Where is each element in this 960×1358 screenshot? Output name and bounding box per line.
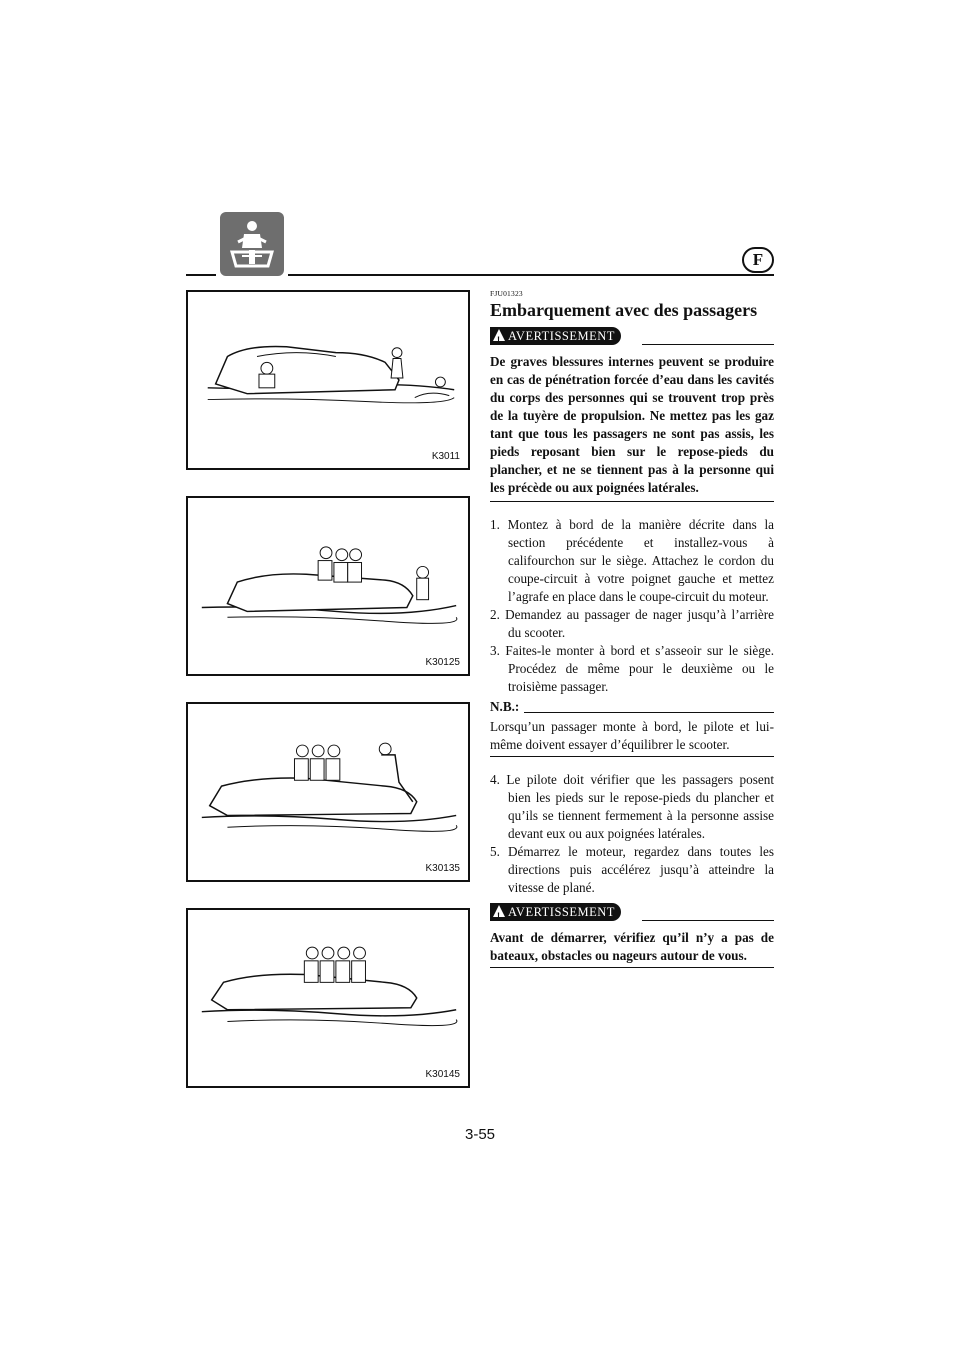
watercraft-illustration-1 <box>188 292 468 468</box>
warning-text: De graves blessures internes peuvent se produire en cas de pénétration forcée d’eau dans les cavités du corps des personnes qui se trouvent trop près de la tuyère de propulsion. Ne mettez pas les gaz tant que tous les passagers ne sont pas assis, les pieds reposant bien sur le repose-pieds du plancher, et ne se tiennent pas à la personne qui les précède ou aux poignées latérales. <box>490 354 774 495</box>
content-column <box>490 289 774 968</box>
warning-text-2: Avant de démarrer, vérifiez qu’il n’y a pas de bateaux, obstacles ou nageurs autour de vous. <box>490 930 774 963</box>
page-number: 3-55 <box>464 1126 496 1143</box>
warning-rule <box>642 920 774 921</box>
note-header <box>490 698 774 714</box>
language-badge: F <box>742 247 774 273</box>
steps-list-a <box>490 516 774 696</box>
figure-boarding-2 <box>186 496 470 676</box>
figure-code: K30145 <box>425 1069 460 1080</box>
warning-icon: ! <box>493 329 505 341</box>
figure-code: K30125 <box>425 657 460 668</box>
step-item: 3. Faites-le monter à bord et s’asseoir sur le siège. Procédez de même pour le deuxième ou le troisième passager. <box>490 643 774 694</box>
watercraft-illustration-4 <box>188 910 468 1086</box>
personal-watercraft-icon <box>220 212 284 276</box>
step-item: 4. Le pilote doit vérifier que les passagers posent bien les pieds sur le repose-pieds du plancher et qu’ils se tiennent fermement à la personne assise devant eux ou aux poignées latérales. <box>490 772 774 841</box>
header-rule-left <box>186 274 216 276</box>
note-label: N.B.: <box>490 699 520 714</box>
watercraft-illustration-3 <box>188 704 468 880</box>
warning-end-rule-2 <box>490 967 774 968</box>
note-end-rule <box>490 756 774 757</box>
step-item: 5. Démarrez le moteur, regardez dans toutes les directions puis accélérez jusqu’à atteindre la vitesse de plané. <box>490 844 774 895</box>
figure-code: K30135 <box>425 863 460 874</box>
step-item: 2. Demandez au passager de nager jusqu’à l’arrière du scooter. <box>490 607 774 640</box>
watercraft-illustration-2 <box>188 498 468 674</box>
reference-code: FJU01323 <box>490 289 523 298</box>
warning-rule <box>642 344 774 345</box>
figure-boarding-3 <box>186 702 470 882</box>
figure-boarding-1 <box>186 290 470 470</box>
steps-list-b <box>490 771 774 897</box>
note-rule <box>524 712 774 713</box>
step-item: 1. Montez à bord de la manière décrite dans la section précédente et installez-vous à califourchon sur le siège. Attachez le cordon du coupe-circuit à votre poignet gauche et mettez l’agrafe en place dans le coupe-circuit du moteur. <box>490 517 774 604</box>
header-rule <box>288 274 774 276</box>
warning-icon: ! <box>493 905 505 917</box>
warning-header-2 <box>490 903 774 921</box>
section-title: Embarquement avec des passagers <box>490 300 758 320</box>
figure-code: K3011 <box>431 451 460 462</box>
warning-label-box <box>490 903 621 921</box>
figure-boarding-4 <box>186 908 470 1088</box>
warning-label: AVERTISSEMENT <box>508 905 615 919</box>
warning-label-box <box>490 327 621 345</box>
warning-label: AVERTISSEMENT <box>508 329 615 343</box>
warning-header <box>490 327 774 345</box>
note-text: Lorsqu’un passager monte à bord, le pilote et lui-même doivent essayer d’équilibrer le scooter. <box>490 719 774 752</box>
warning-end-rule <box>490 501 774 502</box>
